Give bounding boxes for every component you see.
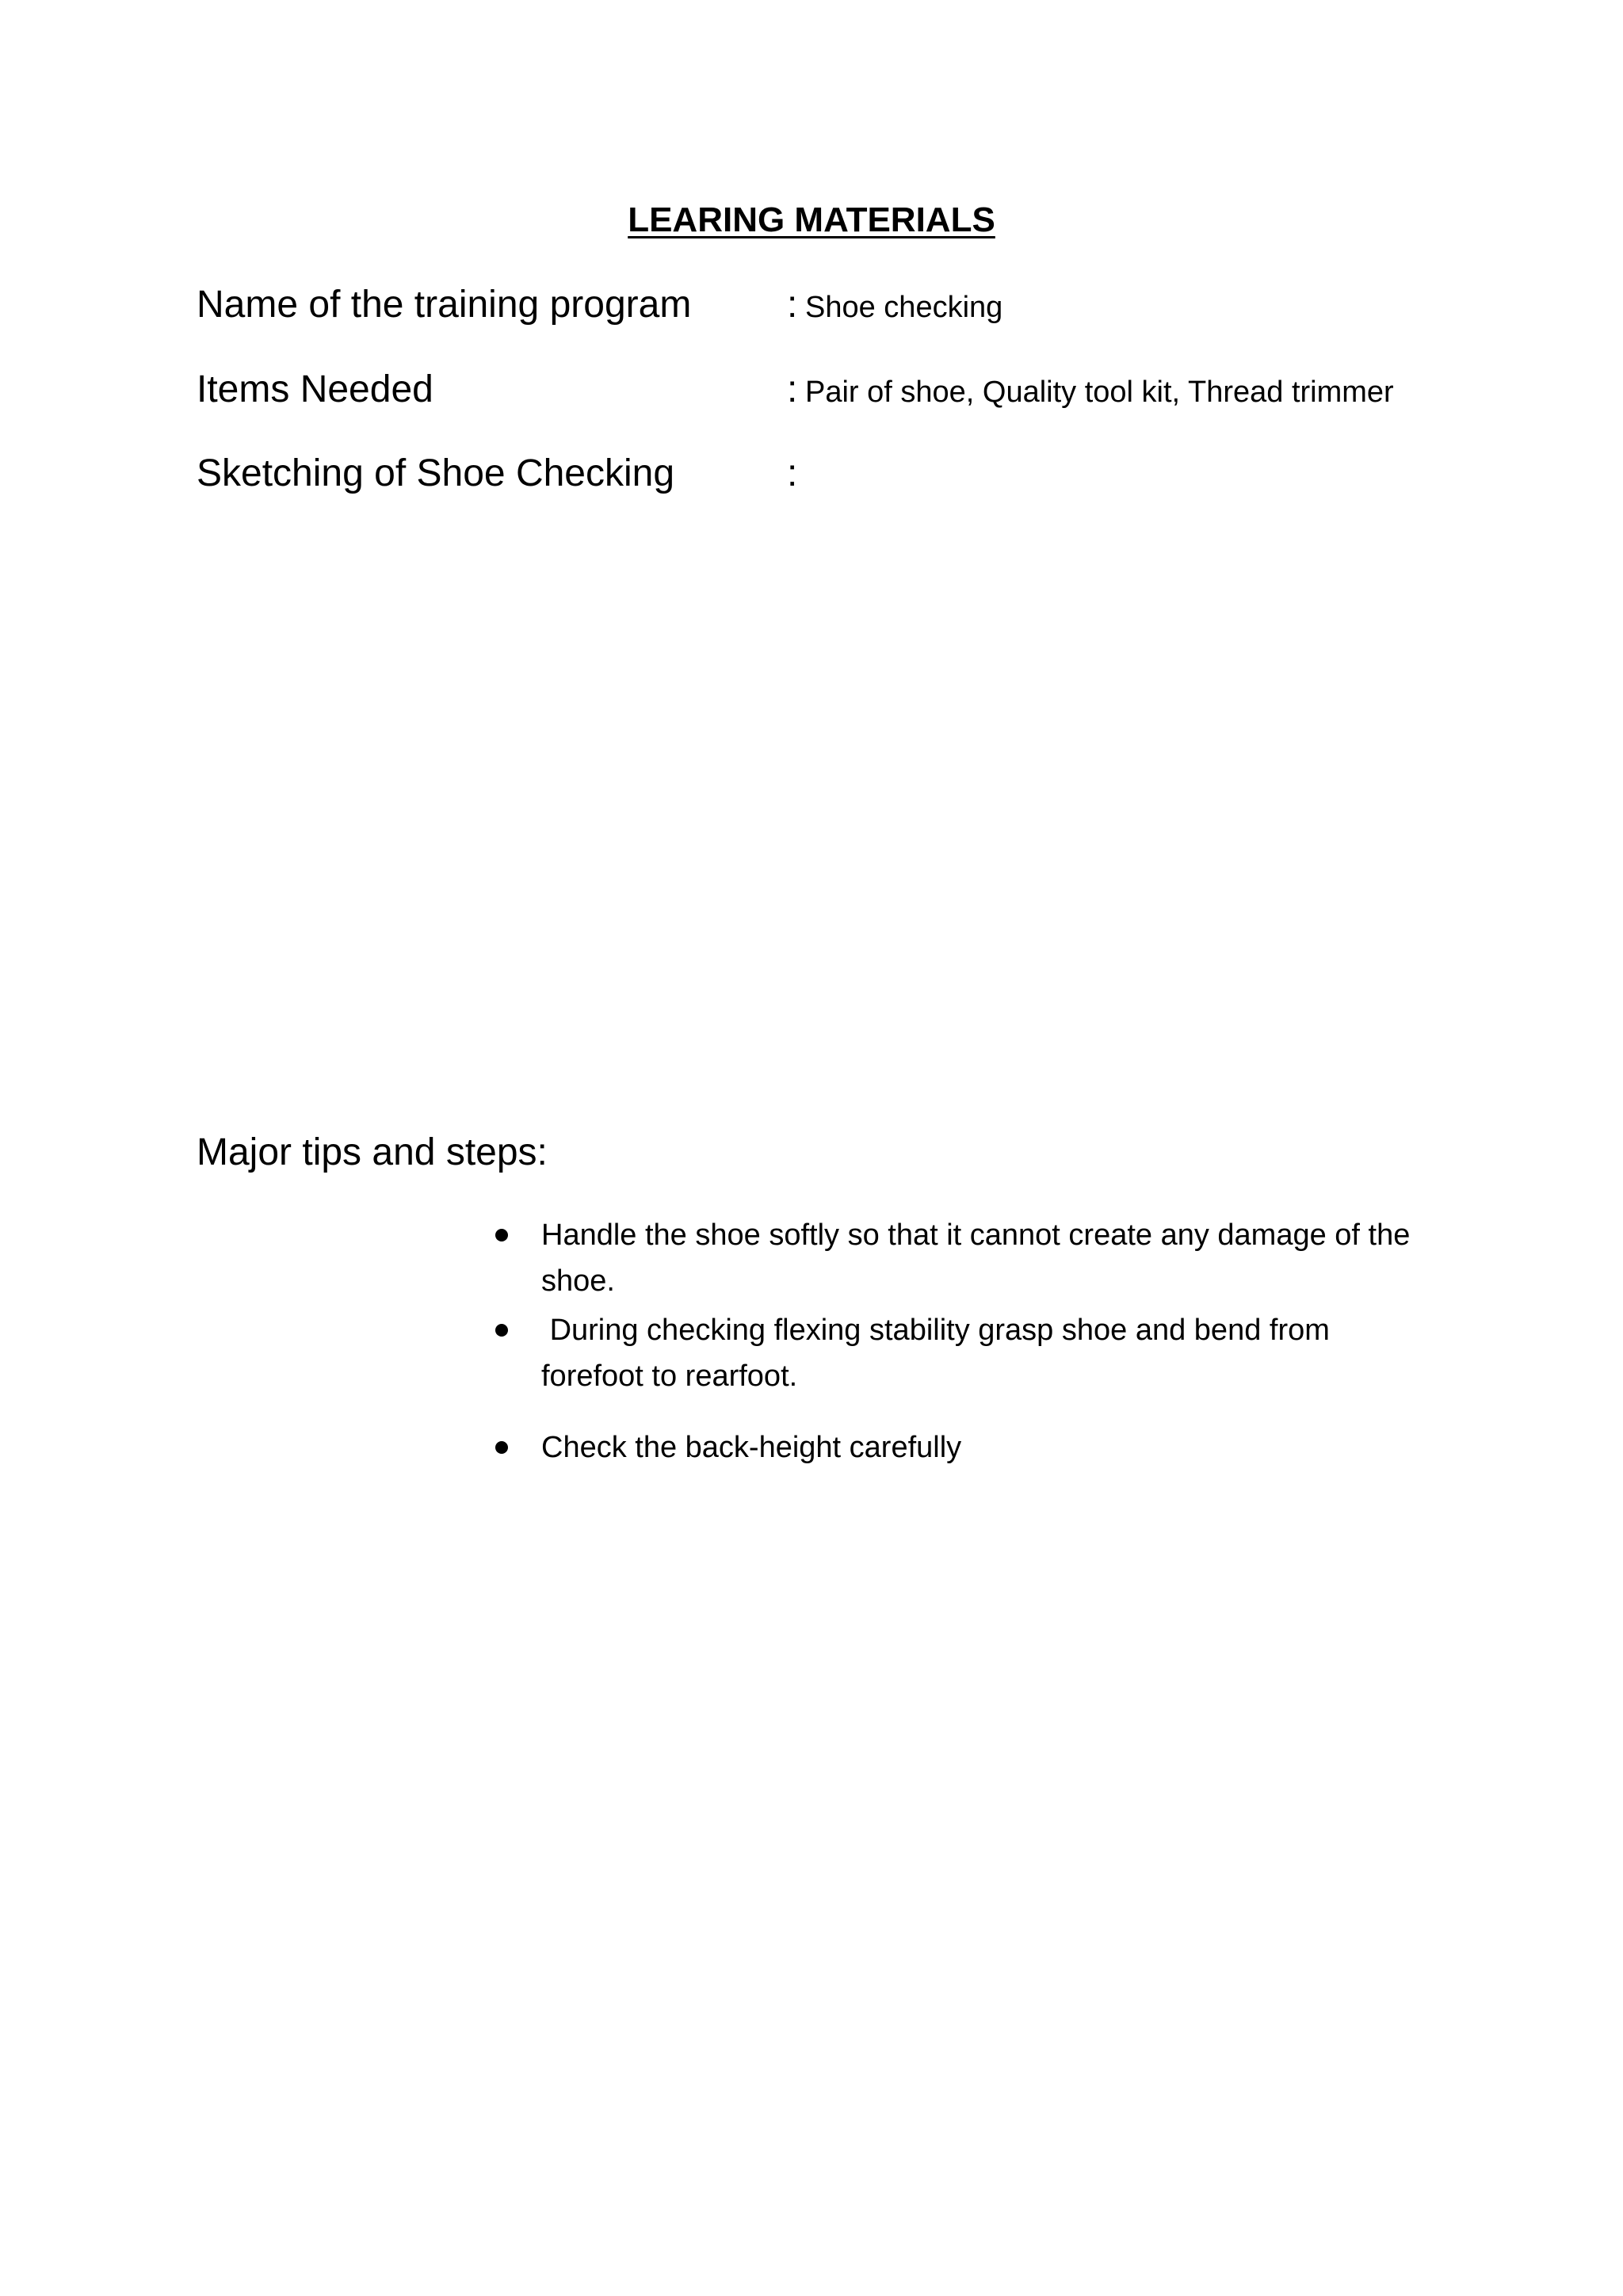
field-row-training-program bbox=[197, 281, 1544, 337]
field-label-items-needed: Items Needed bbox=[197, 368, 433, 410]
field-value-items-needed: Pair of shoe, Quality tool kit, Thread trimmer bbox=[805, 376, 1394, 409]
field-colon: : bbox=[787, 368, 798, 410]
field-colon: : bbox=[787, 284, 798, 326]
list-item bbox=[487, 1212, 1437, 1304]
tip-text: Handle the shoe softly so that it cannot create any damage of the shoe. bbox=[541, 1219, 1411, 1298]
list-item bbox=[487, 1307, 1437, 1399]
tip-text: During checking flexing stability grasp shoe and bend from forefoot to rearfoot. bbox=[541, 1314, 1338, 1393]
field-row-sketching bbox=[197, 450, 1544, 505]
bullet-icon bbox=[495, 1324, 508, 1337]
tip-text: Check the back-height carefully bbox=[541, 1431, 962, 1464]
list-item bbox=[487, 1425, 1437, 1470]
sketch-area bbox=[197, 523, 1433, 1093]
tips-heading: Major tips and steps: bbox=[197, 1131, 548, 1173]
page-title: LEARING MATERIALS bbox=[628, 200, 995, 239]
field-row-items-needed bbox=[197, 366, 1544, 421]
field-label-training-program: Name of the training program bbox=[197, 284, 692, 326]
field-colon: : bbox=[787, 452, 798, 494]
tips-list bbox=[487, 1212, 1438, 1470]
field-value-training-program: Shoe checking bbox=[805, 291, 1003, 324]
bullet-icon bbox=[495, 1229, 508, 1241]
field-label-sketching: Sketching of Shoe Checking bbox=[197, 452, 675, 494]
bullet-icon bbox=[495, 1441, 508, 1454]
